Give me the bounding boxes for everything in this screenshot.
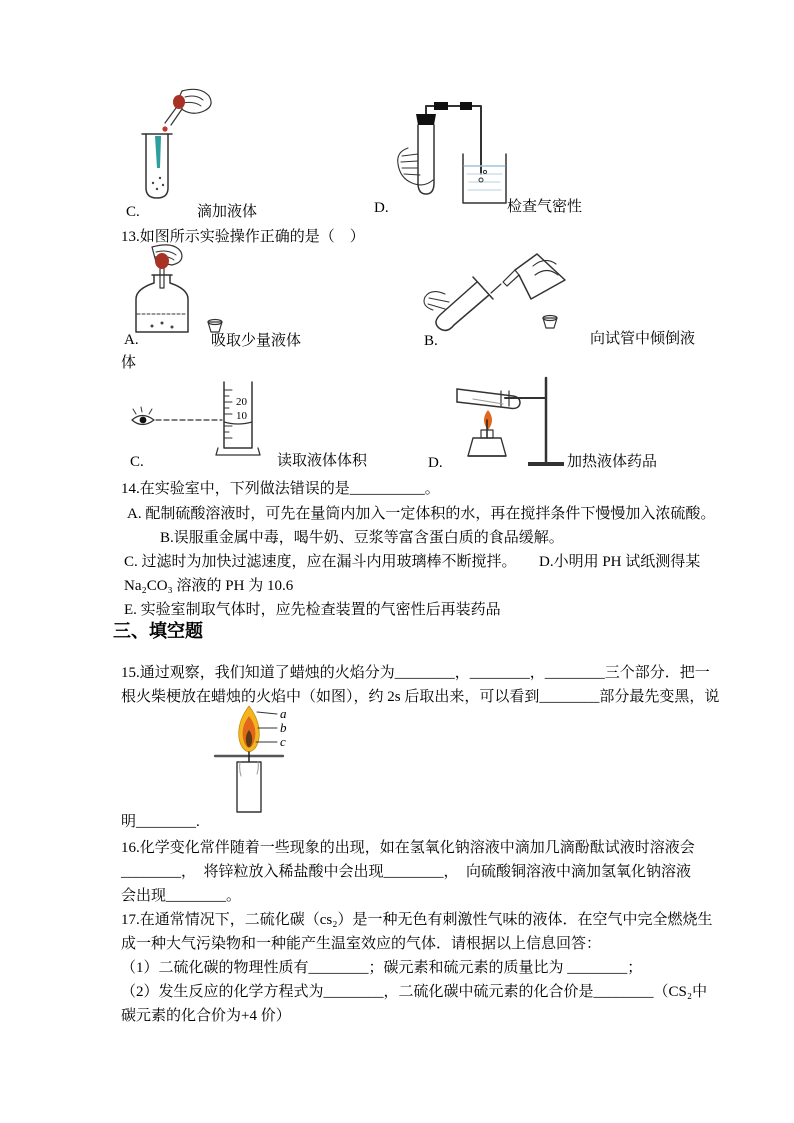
q16-line3: 会出现________。: [121, 888, 242, 904]
figure-drop-liquid: [130, 88, 220, 203]
figure-check-airtight: [388, 98, 513, 213]
q14-option-a: A. 配制硫酸溶液时，可先在量筒内加入一定体积的水，再在搅拌条件下慢慢加入浓硫酸。: [127, 506, 716, 522]
bottle-stopper-icon: [543, 316, 557, 329]
flame-zone-label-a: a: [280, 706, 287, 721]
test-tube-icon: [142, 134, 172, 198]
q13-option-b-caption-wrap: 体: [121, 355, 137, 371]
heat-liquid-illustration: [443, 372, 568, 470]
q13-option-c-caption: 读取液体体积: [277, 453, 368, 469]
q13-option-d-label: D.: [428, 455, 443, 471]
q17-line4: （2）发生反应的化学方程式为________，二硫化碳中硫元素的化合价是________（CS₂中: [121, 984, 708, 1000]
q13-option-a-caption: 吸取少量液体: [211, 333, 302, 349]
drop-icon: [162, 126, 167, 131]
prev-option-d-caption: 检查气密性: [507, 199, 583, 215]
graduated-cylinder-icon: [216, 382, 260, 455]
q15-line2: 根火柴梗放在蜡烛的火焰中（如图），约 2s 后取出来，可以看到________部分最先变黑，说: [121, 689, 720, 705]
drop-liquid-illustration: [130, 88, 220, 203]
flame-icon: [239, 706, 260, 752]
alcohol-lamp-icon: [468, 420, 506, 456]
prev-option-c-caption: 滴加液体: [197, 204, 258, 220]
flame-icon: [484, 410, 492, 430]
q17-line5: 碳元素的化合价为+4 价）: [121, 1008, 291, 1024]
q13-option-d-caption: 加热液体药品: [567, 454, 658, 470]
rubber-tube-icon: [434, 102, 448, 110]
airtight-illustration: [388, 98, 513, 213]
q14-option-d-cont: Na₂CO₃ 溶液的 PH 为 10.6: [124, 578, 294, 594]
cylinder-scale-upper: 20: [236, 396, 247, 408]
q17-line2: 成一种大气污染物和一种能产生温室效应的气体．请根据以上信息回答：: [121, 936, 602, 952]
q13-stem: 13.如图所示实验操作正确的是（ ）: [121, 229, 365, 245]
beaker-icon: [463, 154, 506, 203]
prev-option-c-label: C.: [126, 204, 140, 220]
figure-candle-flame: [213, 698, 328, 816]
reagent-bottle-tilted-icon: [491, 254, 565, 299]
q16-line1: 16.化学变化常伴随着一些现象的出现，如在氢氧化钠溶液中滴加几滴酚酞试液时溶液会: [121, 840, 695, 856]
q13-option-a-label: A.: [124, 332, 139, 348]
suck-liquid-illustration: [122, 244, 237, 344]
figure-read-volume: [128, 378, 268, 460]
figure-suck-liquid: [122, 244, 237, 344]
reagent-bottle-icon: [136, 275, 188, 332]
candle-illustration: [213, 698, 328, 816]
read-volume-illustration: [128, 378, 268, 460]
hand-icon: [424, 292, 449, 310]
dropper-icon: [165, 95, 185, 125]
q16-line2: ________， 将锌粒放入稀盐酸中会出现________， 向硫酸铜溶液中滴加氢氧化钠溶液: [121, 864, 692, 880]
q14-option-e: E. 实验室制取气体时，应先检查装置的气密性后再装药品: [124, 602, 501, 618]
prev-option-d-label: D.: [374, 200, 389, 216]
flame-zone-label-b: b: [280, 720, 287, 735]
q13-option-b-label: B.: [424, 333, 438, 349]
stopper-icon: [416, 114, 436, 125]
pour-liquid-illustration: [415, 252, 580, 337]
q15-line1: 15.通过观察，我们知道了蜡烛的火焰分为________，________，________三个部分．把一: [121, 665, 710, 681]
q17-line3: （1）二硫化碳的物理性质有________；碳元素和硫元素的质量比为 ________；: [121, 960, 643, 976]
cylinder-scale-lower: 10: [236, 410, 247, 422]
q15-line3: 明________.: [121, 814, 200, 830]
candle-body-icon: [237, 762, 261, 812]
q14-option-b: B.误服重金属中毒，喝牛奶、豆浆等富含蛋白质的食品缓解。: [160, 530, 564, 546]
q14-stem: 14.在实验室中，下列做法错误的是__________。: [121, 481, 440, 497]
q13-option-c-label: C.: [130, 454, 144, 470]
q14-option-c-d: C. 过滤时为加快过滤速度，应在漏斗内用玻璃棒不断搅拌。 D.小明用 PH 试纸测得某: [124, 554, 701, 570]
figure-heat-liquid: [443, 372, 568, 470]
figure-pour-liquid: [415, 252, 580, 337]
q17-line1: 17.在通常情况下，二硫化碳（cs₂）是一种无色有刺激性气味的液体．在空气中完全燃烧生: [121, 912, 713, 928]
rubber-tube-icon: [460, 102, 472, 110]
flame-zone-label-c: c: [280, 734, 286, 749]
eye-icon: [132, 407, 154, 425]
q13-option-b-caption: 向试管中倾倒液: [590, 331, 696, 347]
section-title-fill-in: 三、填空题: [113, 621, 203, 641]
iron-stand-icon: [501, 378, 564, 466]
dropper-icon: [155, 253, 169, 288]
hand-icon: [398, 148, 433, 185]
test-tube-icon: [436, 277, 493, 330]
